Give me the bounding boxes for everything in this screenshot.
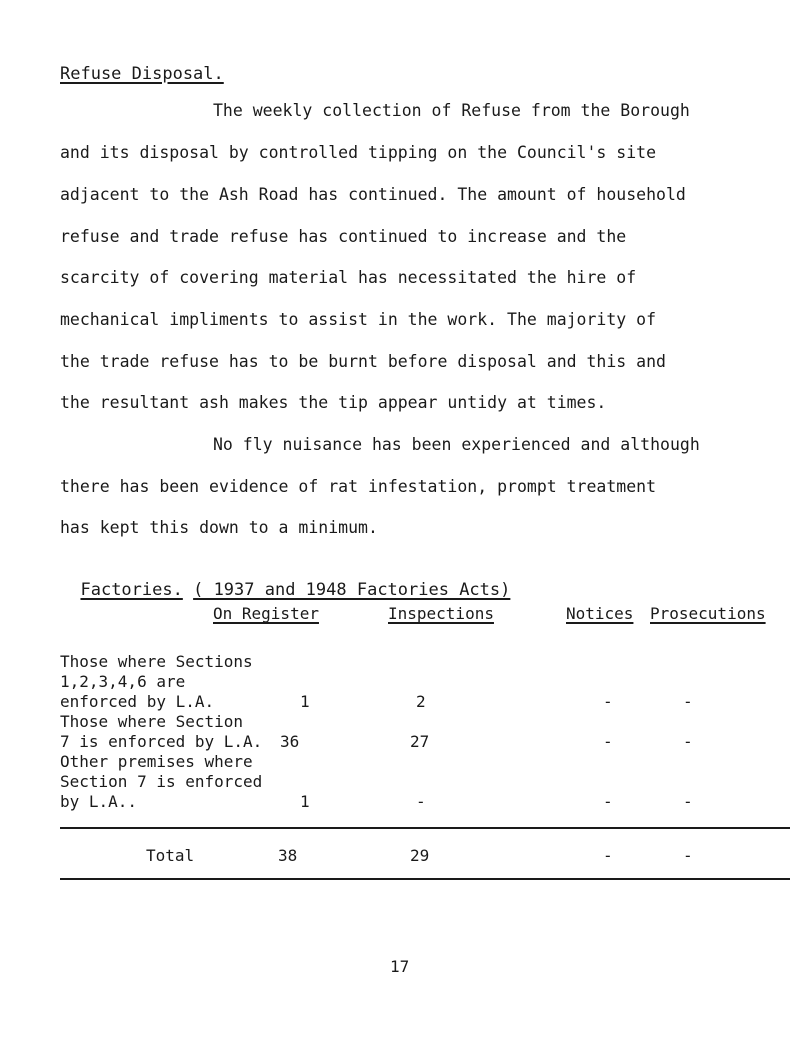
cell-notices: -	[603, 692, 613, 711]
text-line: and its disposal by controlled tipping on the Council's site	[60, 143, 657, 162]
row-label-line: 1,2,3,4,6 are	[60, 672, 186, 691]
page-number: 17	[390, 957, 410, 976]
factories-title: Factories.	[80, 580, 183, 600]
text-line: has kept this down to a minimum.	[60, 518, 378, 537]
cell-register: 36	[280, 732, 300, 751]
total-inspections: 29	[410, 846, 430, 865]
column-header-register: On Register	[213, 604, 319, 623]
cell-inspections: -	[416, 792, 426, 811]
cell-inspections: 27	[410, 732, 430, 751]
cell-prosecutions: -	[683, 732, 693, 751]
row-label-line: enforced by L.A.	[60, 692, 215, 711]
text-line: No fly nuisance has been experienced and although	[213, 435, 700, 454]
text-line: refuse and trade refuse has continued to increase and the	[60, 227, 627, 246]
factories-heading	[60, 560, 510, 600]
text-line: adjacent to the Ash Road has continued. The amount of household	[60, 185, 686, 204]
row-label-line: 7 is enforced by L.A.	[60, 732, 263, 751]
cell-register: 1	[300, 792, 310, 811]
row-label-line: Other premises where	[60, 752, 253, 771]
row-label-line: Those where Sections	[60, 652, 253, 671]
row-label-line: Section 7 is enforced	[60, 772, 263, 791]
total-label: Total	[146, 846, 195, 865]
total-register: 38	[278, 846, 298, 865]
factories-acts: ( 1937 and 1948 Factories Acts)	[193, 580, 511, 600]
total-notices: -	[603, 846, 613, 865]
cell-notices: -	[603, 792, 613, 811]
total-prosecutions: -	[683, 846, 693, 865]
cell-inspections: 2	[416, 692, 426, 711]
cell-prosecutions: -	[683, 692, 693, 711]
text-line: scarcity of covering material has necessitated the hire of	[60, 268, 637, 287]
row-label-line: Those where Section	[60, 712, 244, 731]
cell-notices: -	[603, 732, 613, 751]
row-label-line: by L.A..	[60, 792, 138, 811]
text-line: there has been evidence of rat infestation, prompt treatment	[60, 477, 657, 496]
section-heading-refuse-disposal: Refuse Disposal.	[60, 64, 224, 84]
table-divider-bottom	[60, 878, 790, 880]
column-header-prosecutions: Prosecutions	[650, 604, 766, 623]
text-line: mechanical impliments to assist in the work. The majority of	[60, 310, 657, 329]
cell-register: 1	[300, 692, 310, 711]
text-line: the resultant ash makes the tip appear untidy at times.	[60, 393, 607, 412]
column-header-inspections: Inspections	[388, 604, 494, 623]
table-divider-top	[60, 827, 790, 829]
cell-prosecutions: -	[683, 792, 693, 811]
text-line: the trade refuse has to be burnt before disposal and this and	[60, 352, 666, 371]
column-header-notices: Notices	[566, 604, 634, 623]
text-line: The weekly collection of Refuse from the Borough	[213, 101, 690, 120]
